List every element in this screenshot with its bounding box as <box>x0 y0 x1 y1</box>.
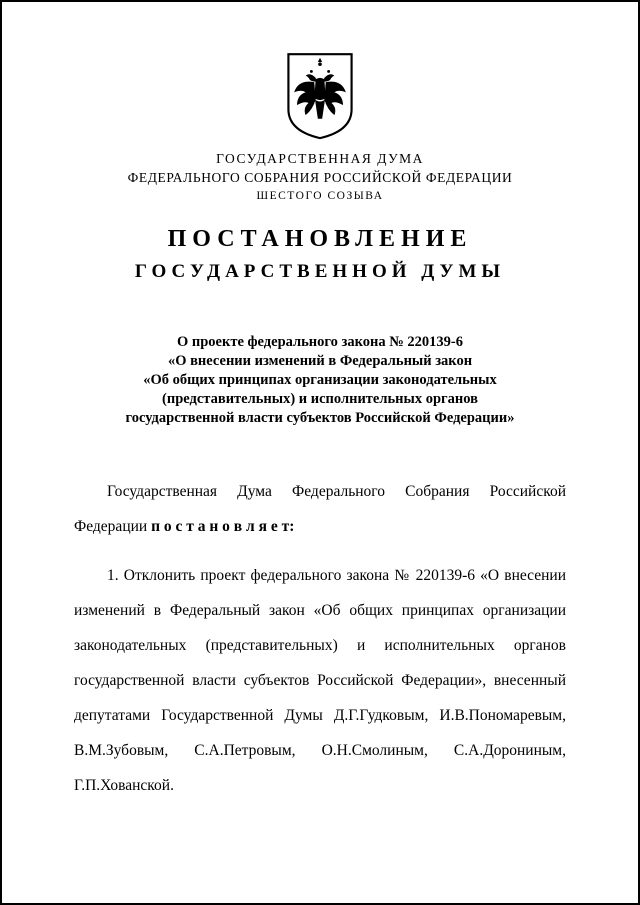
paragraph-lead-emphasis: п о с т а н о в л я е т: <box>151 518 295 535</box>
paragraph-item-1: 1. Отклонить проект федерального закона № 220139-6 «О внесении изменений в Федеральный закон «Об общих принципах организации законодательных (представительных) и исполнительных органов государственной власти субъектов Российской Федерации», внесенный депутатами Государственной Думы Д.Г.Гудковым, И.В.Пономаревым, В.М.Зубовым, С.А.Петровым, О.Н.Смолиным, С.А.Дорониным, Г.П.Хованской. <box>74 567 566 794</box>
subject-line-5: государственной власти субъектов Российской Федерации» <box>125 410 515 426</box>
document-type-subtitle: ГОСУДАРСТВЕННОЙ ДУМЫ <box>134 261 506 282</box>
subject-line-4: (представительных) и исполнительных органов <box>162 391 478 407</box>
org-name-line1: ГОСУДАРСТВЕННАЯ ДУМА <box>216 151 424 166</box>
subject-line-2: «О внесении изменений в Федеральный закон <box>167 353 473 369</box>
issuing-body-header <box>2 151 638 202</box>
russia-coat-of-arms-icon <box>284 52 356 141</box>
subject-line-3: «Об общих принципах организации законодательных <box>143 372 497 388</box>
paragraph-resolution-lead <box>74 474 566 544</box>
document-type-heading <box>2 226 638 283</box>
subject-line-1: О проекте федерального закона № 220139-6 <box>176 334 464 350</box>
org-name-line3: ШЕСТОГО СОЗЫВА <box>256 190 384 202</box>
document-subject <box>2 333 638 428</box>
paragraph-lead-text: Государственная Дума Федерального Собрания Российской Федерации <box>74 483 566 535</box>
org-name-line2: ФЕДЕРАЛЬНОГО СОБРАНИЯ РОССИЙСКОЙ ФЕДЕРАЦИИ <box>127 170 513 185</box>
document-type-title: ПОСТАНОВЛЕНИЕ <box>167 226 473 252</box>
